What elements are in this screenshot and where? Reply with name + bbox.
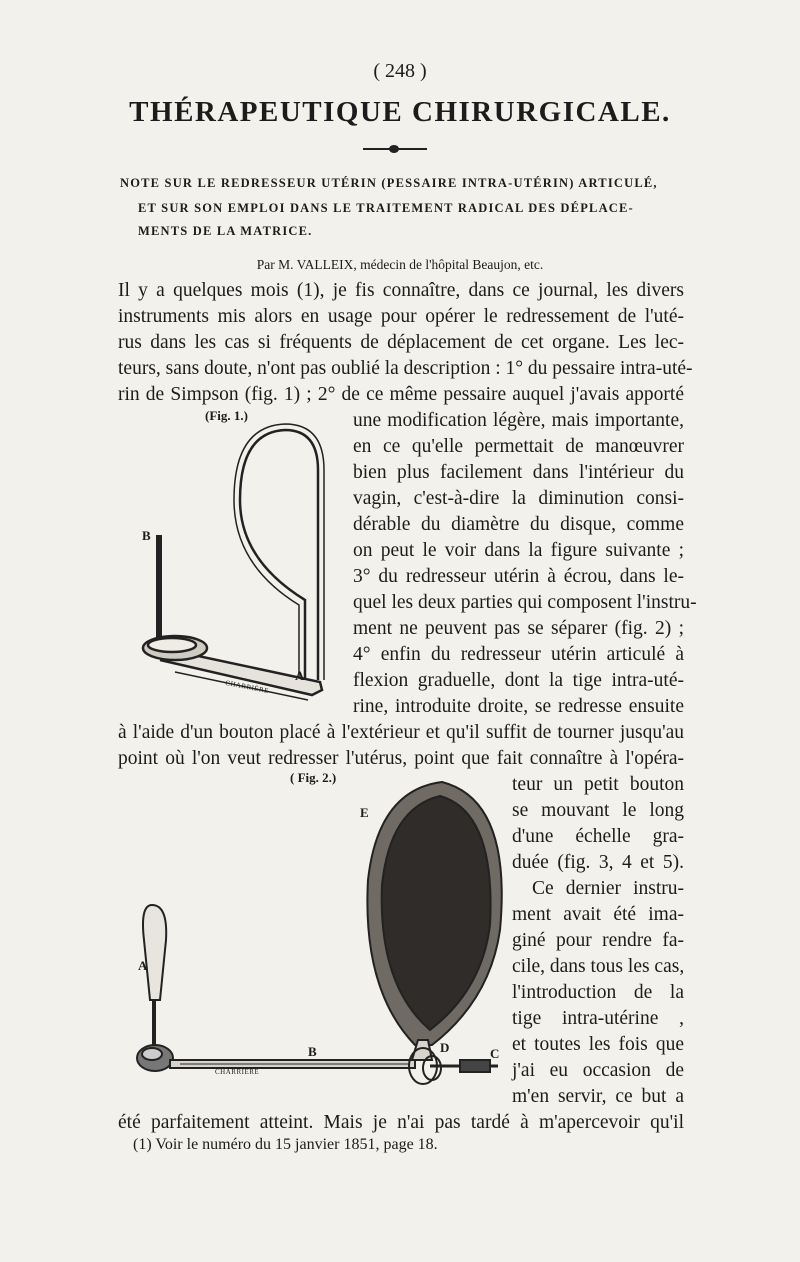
body-line: ment avait été ima-	[512, 904, 684, 925]
author-line: Par M. VALLEIX, médecin de l'hôpital Beaujon, etc.	[256, 257, 544, 272]
figure-2-letter: E	[360, 805, 369, 820]
body-line: point où l'on veut redresser l'utérus, point que fait connaître à l'opéra-	[118, 748, 684, 769]
body-line: m'en servir, ce but a	[512, 1086, 684, 1107]
body-line: cile, dans tous les cas,	[512, 956, 685, 977]
figure-1-letter: B	[142, 528, 151, 543]
body-line: tige intra-utérine ,	[512, 1008, 684, 1029]
body-line: à l'aide d'un bouton placé à l'extérieur et qu'il suffit de tourner jusqu'au	[118, 722, 684, 743]
body-line: teurs, sans doute, n'ont pas oublié la description : 1° du pessaire intra-uté-	[118, 358, 693, 379]
body-line: été parfaitement atteint. Mais je n'ai pas tardé à m'apercevoir qu'il	[118, 1112, 684, 1133]
body-line: rin de Simpson (fig. 1) ; 2° de ce même pessaire auquel j'avais apporté	[118, 384, 684, 405]
figure-2-letter: D	[440, 1040, 450, 1055]
body-line: teur un petit bouton	[512, 774, 684, 795]
body-line: duée (fig. 3, 4 et 5).	[512, 852, 684, 873]
figure-2-letter: C	[490, 1046, 500, 1061]
page-number: ( 248 )	[373, 60, 427, 82]
note-title-line-3: MENTS DE LA MATRICE.	[138, 224, 313, 238]
body-line: dérable du diamètre du disque, comme	[353, 514, 684, 535]
body-line: Ce dernier instru-	[532, 878, 684, 899]
body-line: giné pour rendre fa-	[512, 930, 684, 951]
body-line: en ce qu'elle permettait de manœuvrer	[353, 436, 684, 457]
figure-1-label: (Fig. 1.)	[205, 408, 248, 423]
maker-stamp: CHARRIÈRE	[224, 678, 270, 696]
body-line: ment ne peuvent pas se séparer (fig. 2) ;	[353, 618, 684, 639]
body-line: 4° enfin du redresseur utérin articulé à	[353, 644, 684, 665]
figure-2-letter: B	[308, 1044, 317, 1059]
body-line: l'introduction de la	[512, 982, 684, 1003]
footnote: (1) Voir le numéro du 15 janvier 1851, page 18.	[133, 1136, 438, 1153]
note-title-line-2: ET SUR SON EMPLOI DANS LE TRAITEMENT RADICAL DES DÉPLACE-	[138, 201, 634, 215]
body-line: et toutes les fois que	[512, 1034, 684, 1055]
body-line: j'ai eu occasion de	[512, 1060, 684, 1081]
body-line: d'une échelle gra-	[512, 826, 684, 847]
body-line: Il y a quelques mois (1), je fis connaître, dans ce journal, les divers	[118, 280, 684, 301]
body-line: bien plus facilement dans l'intérieur du	[353, 462, 684, 483]
body-line: rine, introduite droite, se redresse ensuite	[353, 696, 684, 717]
body-line: quel les deux parties qui composent l'instru-	[353, 592, 697, 613]
note-title-line-1: NOTE SUR LE REDRESSEUR UTÉRIN (PESSAIRE INTRA-UTÉRIN) ARTICULÉ,	[120, 176, 658, 190]
body-line: 3° du redresseur utérin à écrou, dans le-	[353, 566, 684, 587]
maker-stamp: CHARRIÈRE	[215, 1068, 260, 1076]
body-line: instruments mis alors en usage pour opérer le redressement de l'uté-	[118, 306, 684, 327]
body-line: se mouvant le long	[512, 800, 684, 821]
body-line: rus dans les cas si fréquents de déplacement de cet organe. Les lec-	[118, 332, 684, 353]
body-line: une modification légère, mais importante,	[353, 410, 684, 431]
body-line: on peut le voir dans la figure suivante ;	[353, 540, 684, 561]
body-line: flexion graduelle, dont la tige intra-uté-	[353, 670, 684, 691]
figure-2-label: ( Fig. 2.)	[290, 770, 337, 785]
figure-1-letter: A	[295, 668, 305, 683]
section-title: THÉRAPEUTIQUE CHIRURGICALE.	[129, 96, 671, 128]
figure-2-letter: A	[138, 958, 148, 973]
body-line: vagin, c'est-à-dire la diminution consi-	[353, 488, 684, 509]
